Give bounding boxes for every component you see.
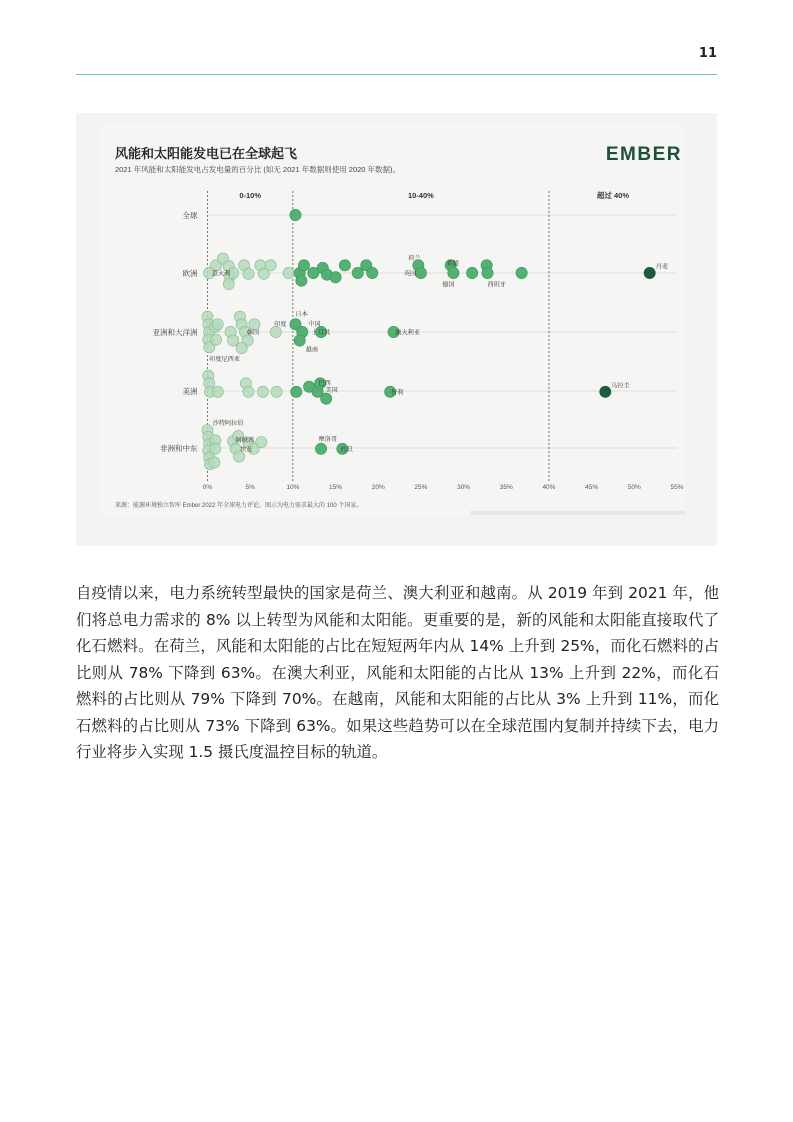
data-point (315, 443, 326, 454)
source-shade (470, 511, 685, 515)
country-label: 德国 (442, 281, 455, 289)
country-label: 韩国 (246, 329, 260, 337)
country-label: 西班牙 (487, 281, 507, 289)
data-point (296, 275, 307, 286)
body-paragraph: 自疫情以来，电力系统转型最快的国家是荷兰、澳大利亚和越南。从 2019 年到 2021 年，他们将总电力需求的 8% 以上转型为风能和太阳能。更重要的是，新的风能和太阳能直接取代了化石燃料。在荷兰，风能和太阳能的占比在短短两年内从 14% 上升到 25%，而化石燃料的占比则从 78% 下降到 63%。在澳大利亚，风能和太阳能的占比从 13% 上升到 22%，而化石燃料的占比则从 79% 下降到 70%。在越南，风能和太阳能的占比从 3% 上升到 11%，而化石燃料的占比则从 73% 下降到 63%。如果这些趋势可以在全球范围内复制并持续下去，电力行业将步入实现 1.5 摄氏度温控目标的轨道。 (76, 584, 719, 761)
data-point (291, 386, 302, 397)
data-point (210, 443, 221, 454)
header-rule (76, 74, 717, 75)
data-point (339, 260, 350, 271)
data-point (243, 386, 254, 397)
data-point (600, 386, 611, 397)
x-tick-label: 25% (414, 484, 428, 491)
country-label: 巴西 (318, 380, 331, 387)
country-label: 摩洛哥 (318, 436, 338, 444)
chart-title: 风能和太阳能发电已在全球起飞 (115, 146, 298, 161)
band-label: 10-40% (407, 191, 434, 200)
country-label: 土耳其 (311, 329, 331, 337)
country-label: 丹麦 (655, 263, 669, 271)
x-tick-label: 30% (457, 484, 471, 491)
data-point (271, 386, 282, 397)
country-label: 智利 (391, 389, 404, 397)
x-tick-label: 15% (329, 484, 343, 491)
x-tick-label: 20% (371, 484, 385, 491)
category-label: 全球 (182, 211, 198, 220)
country-label: 荷兰 (408, 255, 421, 263)
x-tick-label: 5% (245, 484, 255, 491)
x-tick-label: 35% (499, 484, 513, 491)
x-tick-label: 0% (202, 484, 213, 491)
chart-panel (101, 125, 685, 515)
country-label: 沙特阿拉伯 (212, 420, 244, 427)
country-label: 越南 (305, 346, 319, 354)
data-point (209, 457, 220, 468)
data-point (212, 386, 223, 397)
data-point (249, 319, 260, 330)
x-tick-label: 40% (542, 484, 556, 491)
chart-subtitle: 2021 年风能和太阳能发电占发电量的百分比 (如无 2021 年数据则使用 2020 年数据)。 (115, 165, 401, 174)
data-point (415, 267, 426, 278)
data-point (321, 393, 332, 404)
data-point (256, 436, 267, 447)
country-label: 日本 (295, 310, 308, 318)
data-point (467, 267, 478, 278)
data-point (210, 334, 221, 345)
category-label: 亚洲和大洋洲 (152, 328, 198, 337)
country-label: 约旦 (340, 446, 354, 454)
data-point (330, 272, 341, 283)
data-point (516, 267, 527, 278)
data-point (257, 386, 268, 397)
category-label: 美洲 (182, 387, 198, 396)
data-point (243, 268, 254, 279)
x-tick-label: 55% (670, 484, 684, 491)
country-label: 澳大利亚 (395, 329, 421, 337)
band-label: 超过 40% (596, 191, 630, 200)
country-label: 印度尼西亚 (209, 355, 241, 363)
x-tick-label: 45% (585, 484, 599, 491)
country-label: 埃及 (239, 446, 253, 454)
scatter-chart (76, 113, 717, 546)
category-label: 非洲和中东 (160, 444, 198, 453)
data-point (448, 267, 459, 278)
category-label: 欧洲 (182, 269, 198, 278)
data-point (482, 267, 493, 278)
country-label: 印度 (274, 321, 287, 328)
data-point (212, 319, 223, 330)
chart-source: 来源：能源环境独立智库 Ember 2022 年全球电力评论。图示为电力需求最大的 100 个国家。 (115, 503, 363, 509)
data-point (223, 278, 234, 289)
band-label: 0-10% (239, 191, 262, 200)
country-label: 阿联酋 (235, 437, 255, 444)
figure-container (76, 113, 717, 546)
country-label: 英国 (403, 270, 417, 278)
country-label: 意大利 (211, 270, 231, 278)
country-label: 中国 (308, 321, 321, 328)
data-point (265, 260, 276, 271)
data-point (298, 260, 309, 271)
data-point (270, 326, 281, 337)
x-tick-label: 50% (627, 484, 641, 491)
data-point (236, 343, 247, 354)
country-label: 希腊 (446, 260, 459, 268)
country-label: 美国 (325, 386, 338, 394)
data-point (644, 267, 655, 278)
data-point (283, 267, 294, 278)
x-tick-label: 10% (286, 484, 300, 491)
page-number: 11 (698, 46, 717, 61)
data-point (367, 267, 378, 278)
data-point (294, 335, 305, 346)
country-label: 乌拉圭 (611, 382, 630, 390)
ember-logo: EMBER (605, 144, 682, 165)
data-point (290, 209, 301, 220)
